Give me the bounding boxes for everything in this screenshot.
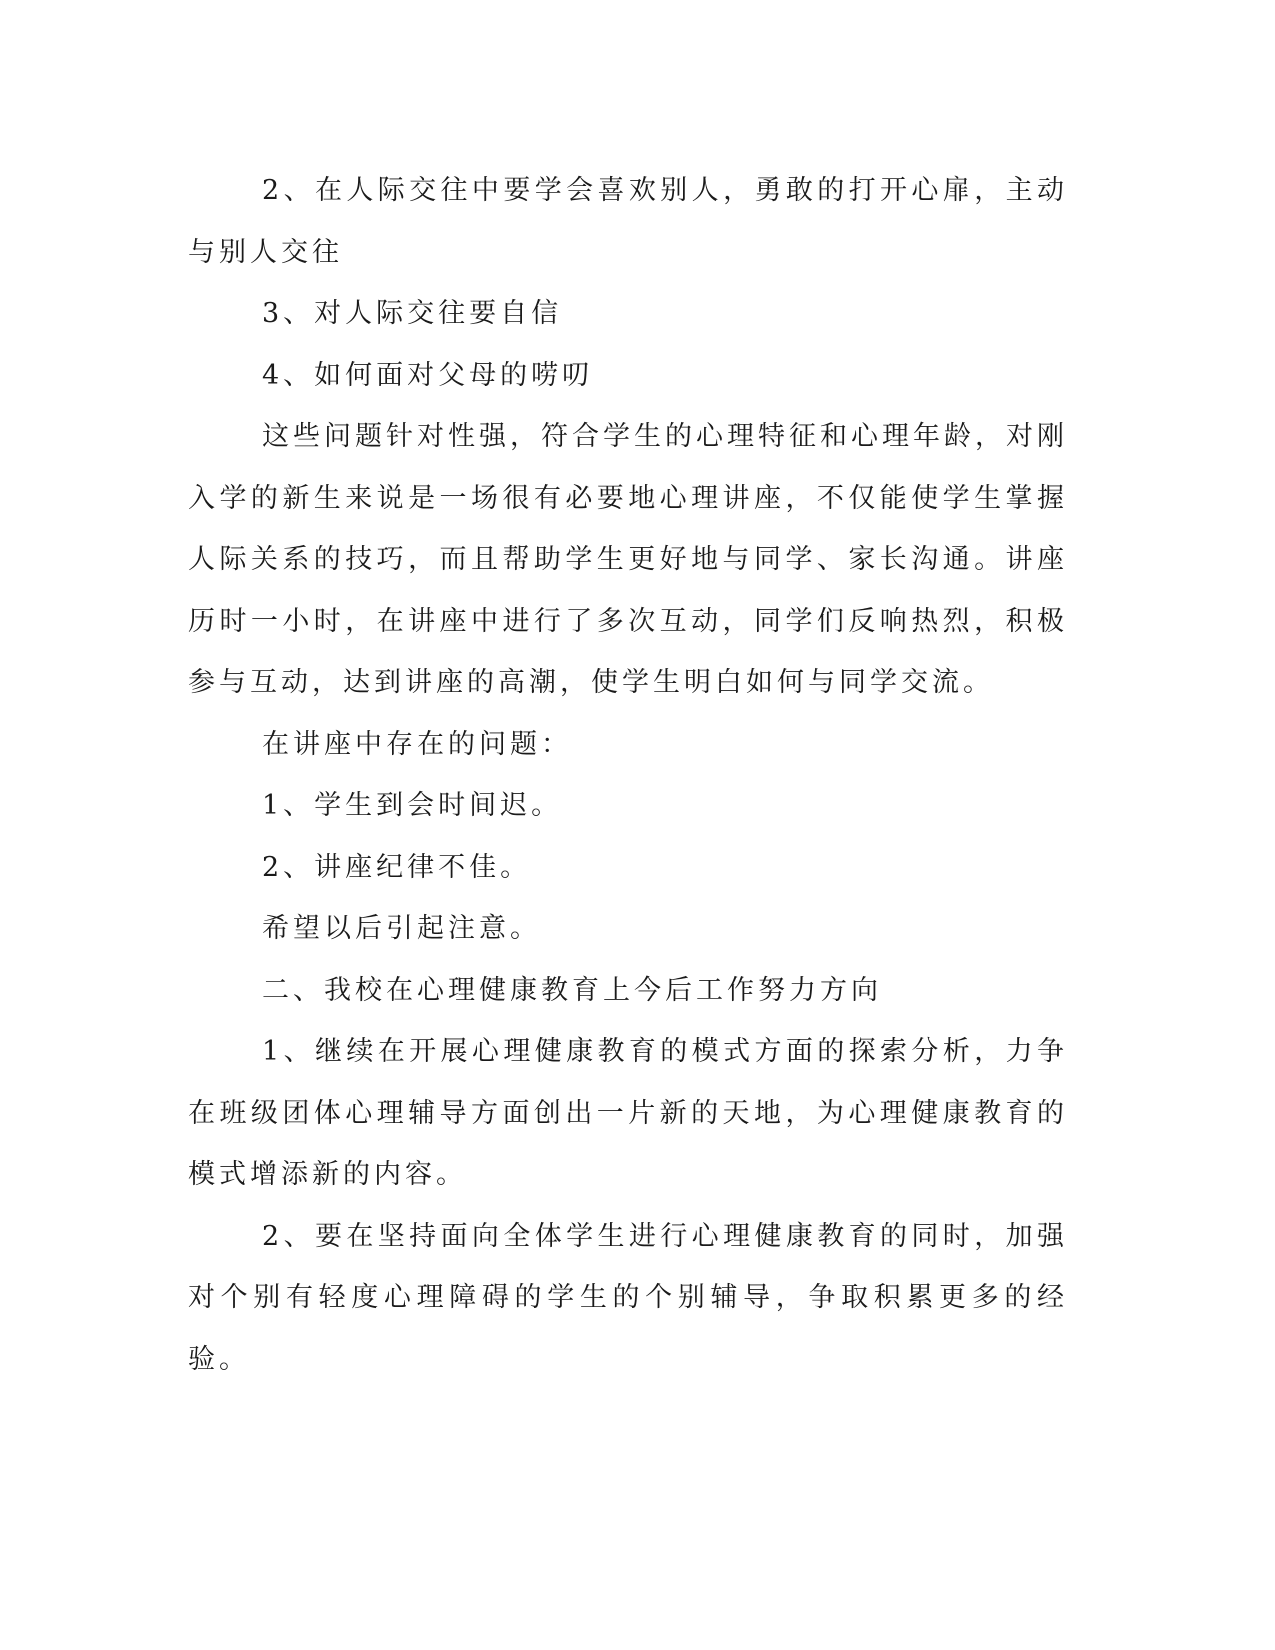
problem-item-late-arrival: 1、学生到会时间迟。 [262, 790, 563, 821]
problem-item-discipline: 2、讲座纪律不佳。 [262, 851, 532, 883]
future-item-individual-counseling: 2、要在坚持面向全体学生进行心理健康教育的同时，加强对个别有轻度心理障碍的学生的个别辅导，争取积累更多的经验。 [188, 1220, 1068, 1375]
lecture-summary-paragraph: 这些问题针对性强，符合学生的心理特征和心理年龄，对刚入学的新生来说是一场很有必要地心理讲座，不仅能使学生掌握人际关系的技巧，而且帮助学生更好地与同学、家长沟通。讲座历时一小时，在讲座中进行了多次互动，同学们反响热烈，积极参与互动，达到讲座的高潮，使学生明白如何与同学交流。 [188, 421, 1068, 698]
list-item-parents-nagging: 4、如何面对父母的唠叨 [262, 359, 594, 391]
section-heading-future-work: 二、我校在心理健康教育上今后工作努力方向 [262, 974, 882, 1006]
list-item-interpersonal-confidence: 3、对人际交往要自信 [262, 298, 563, 329]
hope-note: 希望以后引起注意。 [262, 913, 541, 944]
future-item-model-exploration: 1、继续在开展心理健康教育的模式方面的探索分析，力争在班级团体心理辅导方面创出一片新的天地，为心理健康教育的模式增添新的内容。 [188, 1036, 1068, 1190]
document-body [188, 160, 1068, 1390]
problems-heading: 在讲座中存在的问题： [262, 728, 572, 760]
list-item-interpersonal-like-others: 2、在人际交往中要学会喜欢别人，勇敢的打开心扉，主动与别人交往 [188, 175, 1068, 268]
